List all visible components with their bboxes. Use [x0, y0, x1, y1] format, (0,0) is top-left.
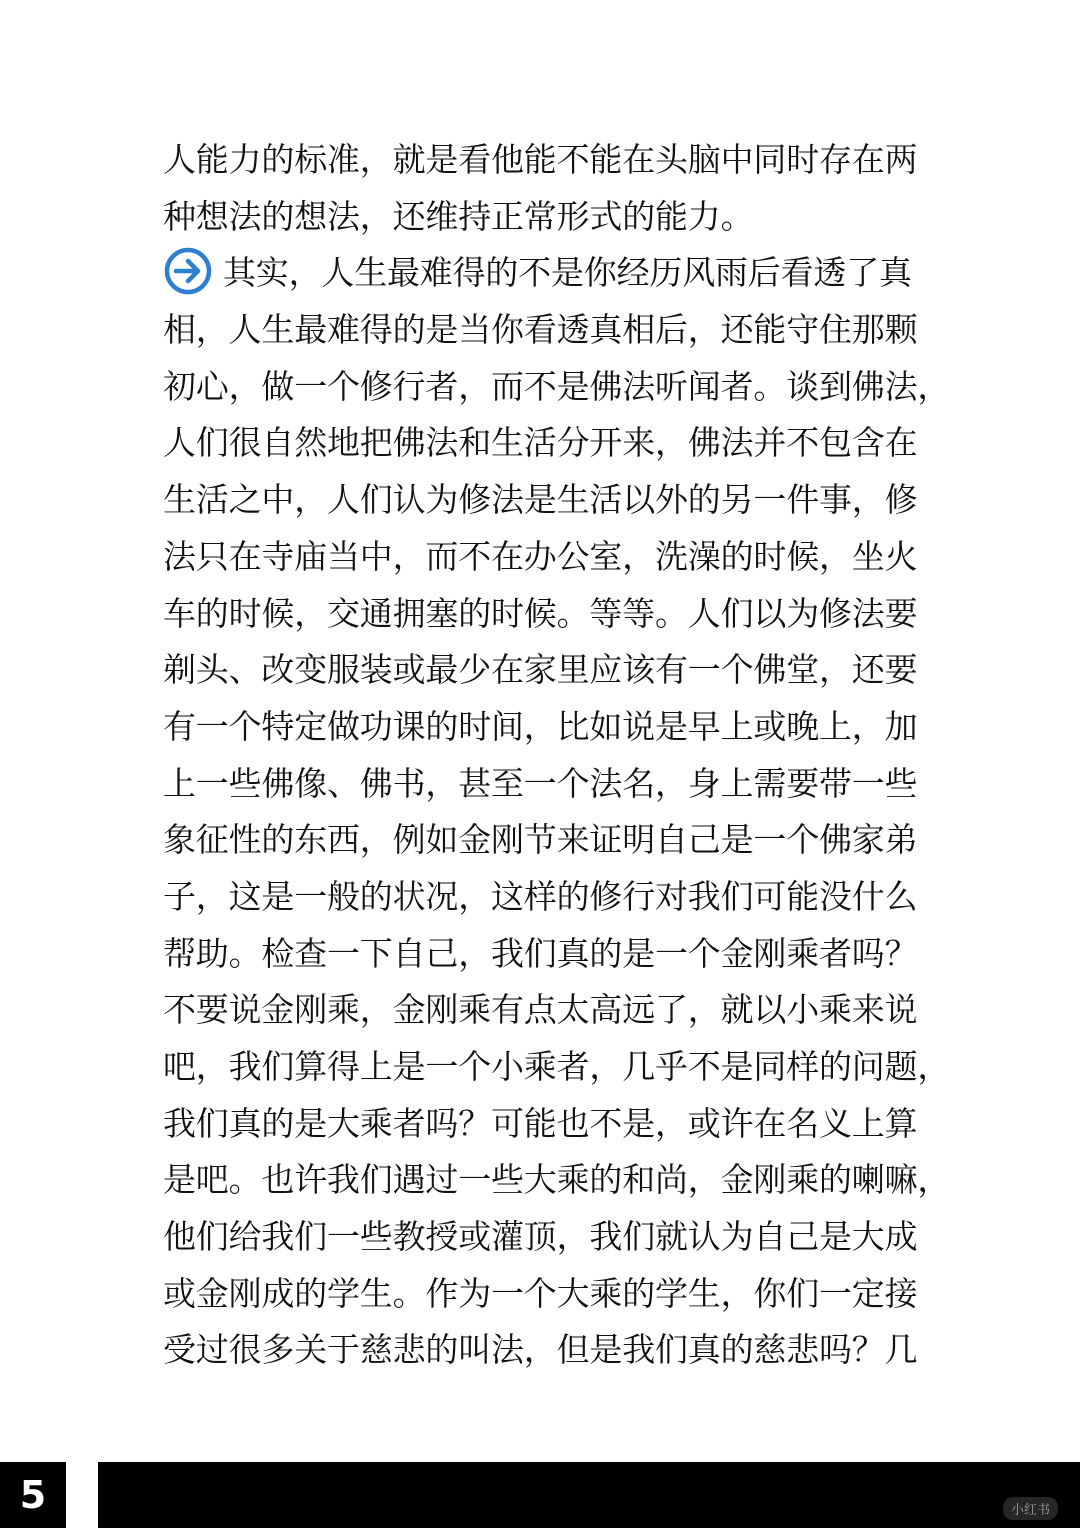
text-line: 人们很自然地把佛法和生活分开来，佛法并不包含在 [163, 423, 918, 463]
text-line: 不要说金刚乘，金刚乘有点太高远了，就以小乘来说 [163, 990, 918, 1030]
text-line: 剃头、改变服装或最少在家里应该有一个佛堂，还要 [163, 650, 918, 690]
text-line: 种想法的想法，还维持正常形式的能力。 [163, 196, 754, 236]
text-line: 吧，我们算得上是一个小乘者，几乎不是同样的问题， [163, 1047, 951, 1086]
text-line: 他们给我们一些教授或灌顶，我们就认为自己是大成 [163, 1217, 918, 1257]
text-line: 有一个特定做功课的时间，比如说是早上或晚上，加 [163, 706, 918, 746]
text-line: 法只在寺庙当中，而不在办公室，洗澡的时候，坐火 [163, 536, 918, 576]
text-line: 我们真的是大乘者吗？可能也不是，或许在名义上算 [163, 1103, 918, 1143]
text-line: 生活之中，人们认为修法是生活以外的另一件事，修 [163, 480, 918, 520]
text-line: 象征性的东西，例如金刚节来证明自己是一个佛家弟 [163, 820, 918, 860]
text-line: 人能力的标准，就是看他能不能在头脑中同时存在两 [163, 140, 918, 179]
text-line-content: 其实，人生最难得的不是你经历风雨后看透了真 [223, 253, 912, 293]
text-line: 初心，做一个修行者，而不是佛法听闻者。谈到佛法， [163, 366, 951, 406]
text-line: 相，人生最难得的是当你看透真相后，还能守住那颗 [163, 310, 918, 350]
page-number: 5 [0, 1462, 66, 1528]
text-line: 是吧。也许我们遇过一些大乘的和尚，金刚乘的喇嘛， [163, 1160, 951, 1200]
text-line: 车的时候，交通拥塞的时候。等等。人们以为修法要 [163, 593, 918, 633]
footer-bar [98, 1462, 1080, 1528]
watermark: 小红书 [1003, 1497, 1058, 1520]
text-line: 帮助。检查一下自己，我们真的是一个金刚乘者吗？ [163, 933, 918, 973]
text-line: 子，这是一般的状况，这样的修行对我们可能没什么 [163, 876, 918, 916]
text-line: 或金刚成的学生。作为一个大乘的学生，你们一定接 [163, 1273, 918, 1313]
arrow-right-circle-icon [163, 246, 213, 296]
text-line: 受过很多关于慈悲的叫法，但是我们真的慈悲吗？几 [163, 1330, 918, 1370]
article-body [163, 132, 951, 1379]
text-line-with-marker [163, 245, 919, 302]
text-line: 上一些佛像、佛书，甚至一个法名，身上需要带一些 [163, 763, 918, 803]
